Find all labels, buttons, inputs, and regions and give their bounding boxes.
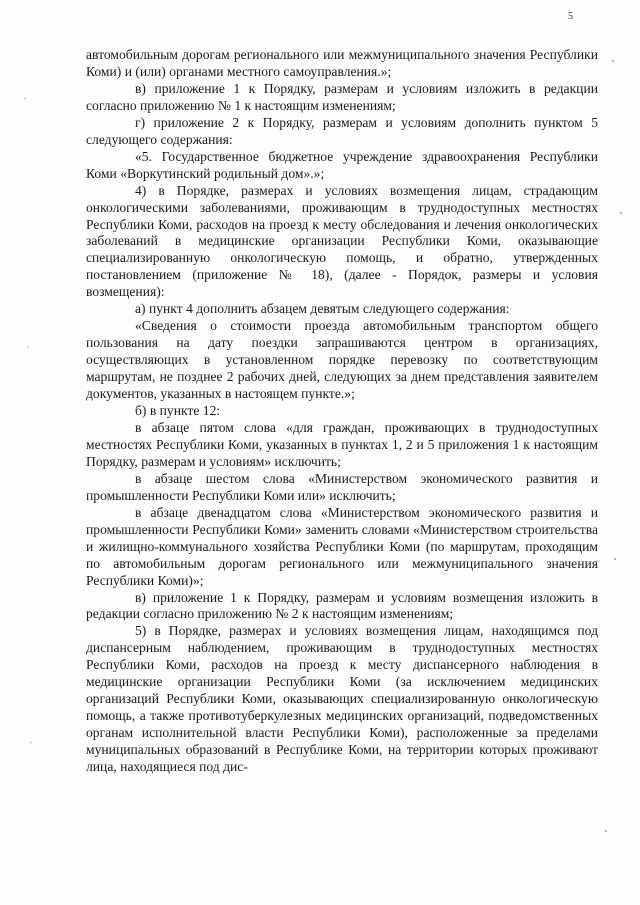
paragraph-section-4: 4) в Порядке, размерах и условиях возмещения лицам, страдающим онкологическими заболеваниями, проживающим в труднодоступных местностях Республики Коми, расходов на проезд к месту обследования и лечения онкологических заболеваний в медицинские организации Республики Коми, оказывающие специализированную онкологическую помощь, и обратно, утвержденных постановлением (приложение № 18), (далее - Порядок, размеры и условия возмещения): — [86, 182, 598, 300]
paragraph-abzac-5: в абзаце пятом слова «для граждан, проживающих в труднодоступных местностях Республики Коми, указанных в пунктах 1, 2 и 5 приложения 1 к настоящим Порядку, размерам и условиям» исключить; — [86, 419, 598, 469]
paragraph-section-5: 5) в Порядке, размерах и условиях возмещения лицам, находящимся под диспансерным наблюдением, проживающим в труднодоступных местностях Республики Коми, расходов на проезд к месту диспансерного наблюдения в медицинские организации Республики Коми (за исключением медицинских организаций Республики Коми, оказывающих специализированную онкологическую помощь, а также противотуберкулезных медицинских организаций, подведомственных органам исполнительной власти Республики Коми), расположенные за пределами муниципальных образований в Республике Коми, на территории которых проживают лица, находящиеся под дис- — [86, 623, 598, 775]
scan-speck — [620, 212, 622, 214]
scan-speck — [24, 98, 26, 99]
scan-speck — [27, 346, 28, 348]
page-number: 5 — [568, 11, 573, 22]
paragraph-abzac-6: в абзаце шестом слова «Министерством экономического развития и промышленности Республики Коми или» исключить; — [86, 470, 598, 503]
paragraph-item-a: а) пункт 4 дополнить абзацем девятым следующего содержания: — [135, 301, 510, 317]
paragraph-item-b: б) в пункте 12: — [135, 403, 221, 419]
paragraph-continuation: автомобильным дорогам регионального или межмуниципального значения Республики Коми) и (или) органами местного самоуправления.»; — [86, 47, 598, 79]
paragraph-appendix-1: в) приложение 1 к Порядку, размерам и условиям изложить в редакции согласно приложению № 1 к настоящим изменениям; — [86, 80, 598, 113]
paragraph-appendix-2: г) приложение 2 к Порядку, размерам и условиям дополнить пунктом 5 следующего содержания: — [86, 114, 598, 147]
paragraph-item-a-quote: «Сведения о стоимости проезда автомобильным транспортом общего пользования на дату поездки запрашиваются центром в организациях, осуществляющих в установленном порядке перевозку по соответствующим маршрутам, не позднее 2 рабочих дней, следующих за днем представления заявителем документов, указанных в настоящем пункте.»; — [86, 318, 598, 402]
paragraph-item-v: в) приложение 1 к Порядку, размерам и условиям возмещения изложить в редакции согласно приложению № 2 к настоящим изменениям; — [86, 589, 598, 622]
scan-speck — [605, 830, 607, 832]
paragraph-abzac-12: в абзаце двенадцатом слова «Министерством экономического развития и промышленности Республики Коми» заменить словами «Министерством строительства и жилищно-коммунального хозяйства Республики Коми (по маршрутам, проходящим по автомобильным дорогам регионального или межмуниципального значения Республики Коми)»; — [86, 504, 598, 588]
document-body — [86, 47, 598, 776]
scan-speck — [30, 742, 32, 743]
scan-speck — [614, 558, 616, 560]
paragraph-item-5-quote: «5. Государственное бюджетное учреждение здравоохранения Республики Коми «Воркутинский родильный дом».»; — [86, 148, 598, 181]
scan-speck — [612, 60, 614, 62]
